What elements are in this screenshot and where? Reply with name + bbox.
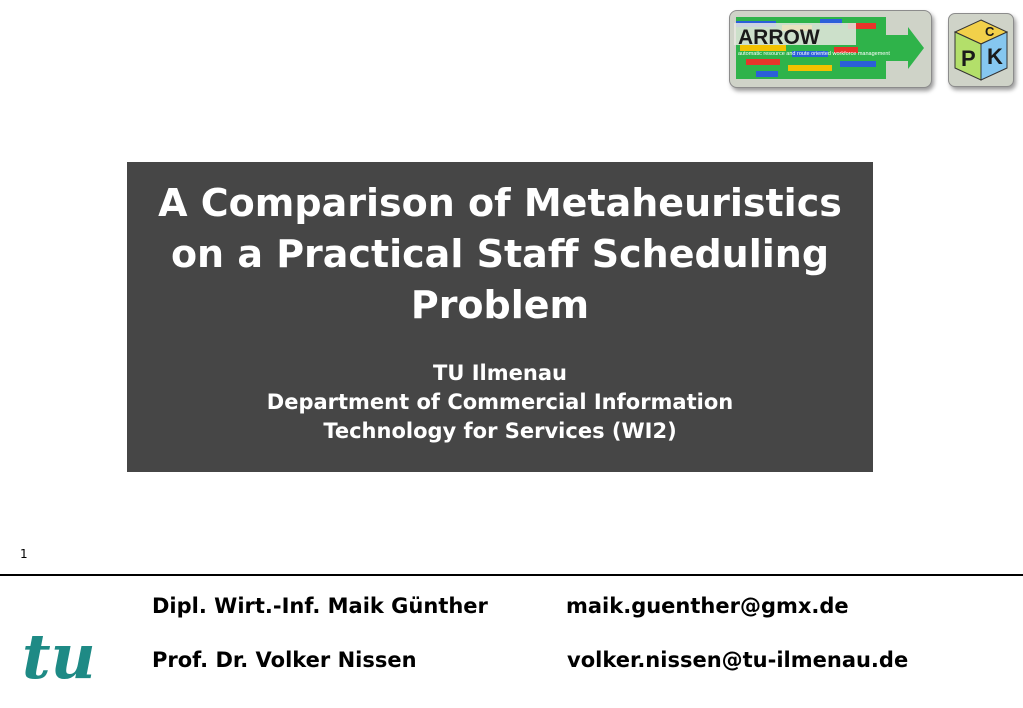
cube-letter-left: P	[961, 46, 976, 71]
arrow-logo-word: ARROW	[738, 26, 820, 49]
author-email-1[interactable]: maik.guenther@gmx.de	[566, 594, 849, 618]
author-name-1: Dipl. Wirt.-Inf. Maik Günther	[152, 594, 488, 618]
cube-logo-graphic	[949, 14, 1013, 86]
tu-logo-graphic	[20, 622, 114, 688]
title-box	[127, 162, 873, 472]
subtitle-line-department: Department of Commercial Information	[266, 390, 734, 414]
author-name-2: Prof. Dr. Volker Nissen	[152, 648, 417, 672]
cube-letter-top: C	[985, 24, 995, 39]
cube-letter-right: K	[987, 44, 1003, 69]
page-number: 1	[20, 547, 28, 561]
cube-logo	[948, 13, 1014, 87]
subtitle-line-university: TU Ilmenau	[433, 361, 567, 385]
slide-title: A Comparison of Metaheuristics on a Practical Staff Scheduling Problem	[158, 181, 842, 327]
arrow-logo-tagline: automatic resource and route oriented workforce management	[738, 51, 890, 57]
slide-subtitle	[127, 359, 873, 446]
arrow-logo	[729, 10, 932, 88]
tu-ilmenau-logo	[20, 622, 114, 688]
arrow-logo-graphic	[730, 11, 931, 87]
footer-divider	[0, 574, 1023, 576]
tu-logo-word: tu	[22, 622, 96, 688]
subtitle-line-department-cont: Technology for Services (WI2)	[323, 419, 677, 443]
author-email-2[interactable]: volker.nissen@tu-ilmenau.de	[567, 648, 909, 672]
